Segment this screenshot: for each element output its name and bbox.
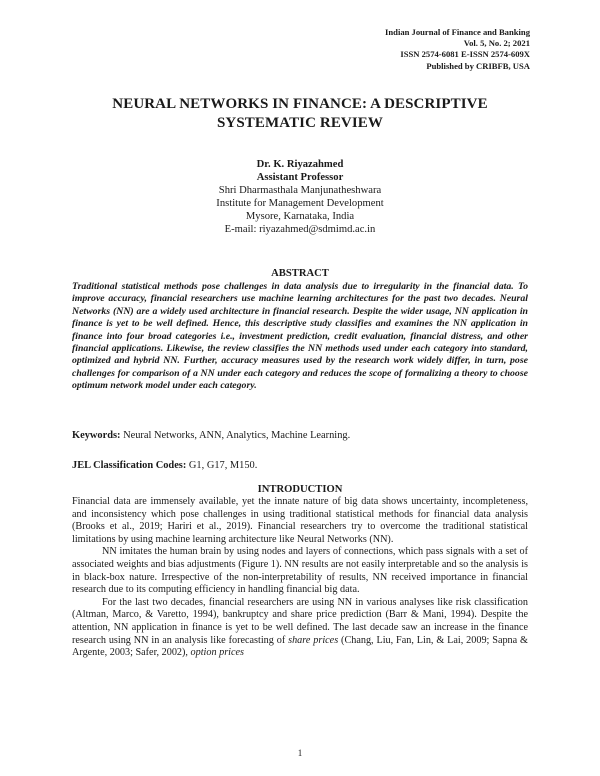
author-affiliation-2: Institute for Management Development [216, 198, 384, 209]
jel-line [72, 460, 528, 471]
intro-paragraph-3 [72, 597, 528, 660]
journal-name: Indian Journal of Finance and Banking [385, 27, 530, 37]
title-line-1: NEURAL NETWORKS IN FINANCE: A DESCRIPTIVE [112, 96, 488, 112]
jel-label: JEL Classification Codes: [72, 460, 187, 471]
introduction-heading: INTRODUCTION [257, 484, 343, 495]
jel-value: G1, G17, M150. [188, 460, 258, 471]
author-position: Assistant Professor [256, 172, 344, 183]
intro-paragraph-1: Financial data are immensely available, yet the innate nature of big data shows uncertainty, incompleteness, and inconsistency which pose challenges in using traditional statistical methods for financial data analysis (Brooks et al., 2019; Hariri et al., 2019). Financial researchers try to overcome the traditional statistical limitations by using machine learning architecture like Neural Networks (NN). [72, 496, 528, 545]
title-line-2: SYSTEMATIC REVIEW [216, 114, 384, 131]
author-location: Mysore, Karnataka, India [245, 211, 355, 222]
journal-volume: Vol. 5, No. 2; 2021 [463, 38, 530, 49]
journal-header [385, 27, 530, 72]
intro-paragraph-2: NN imitates the human brain by using nodes and layers of connections, which pass signals with a set of associated weights and bias adjustments (Figure 1). NN results are not easily interpretable and so the analysis is in black-box nature. Irrespective of the non-interpretability of results, NN received importance in financial research due to its computing efficiency in handling financial big data. [72, 546, 528, 596]
paper-title [60, 95, 540, 132]
abstract-text: Traditional statistical methods pose challenges in data analysis due to irregularity in the financial data. To improve accuracy, financial researchers use machine learning architectures for the past two decades. Neural Networks (NN) are a widely used architecture in financial research. Despite the wider usage, NN application in finance is yet to be well defined. Hence, this descriptive study classifies and examines the NN application in finance into four broad categories i.e., investment prediction, credit evaluation, financial distress, and other financial applications. Likewise, the review classifies the NN methods used under each category into standard, optimized and hybrid NN. Further, accuracy measures used by the research work widely differ, in turn, pose challenges for comparison of a NN under each category and reduces the scope of formalizing a theory to choose optimum network model under each category. [72, 281, 528, 392]
abstract-heading: ABSTRACT [271, 268, 329, 279]
author-name: Dr. K. Riyazahmed [256, 159, 344, 170]
intro-paragraph-3-part-b: (Chang, Liu, Fan, Lin, & Lai, 2009; Sapna & Argente, 2003; Safer, 2002), [72, 634, 528, 659]
intro-emphasis-share-prices: share prices [288, 634, 339, 646]
journal-issn: ISSN 2574-6081 E-ISSN 2574-609X [400, 49, 530, 60]
author-email: E-mail: riyazahmed@sdmimd.ac.in [224, 224, 376, 235]
author-block [100, 158, 500, 236]
keywords-value: Neural Networks, ANN, Analytics, Machine Learning. [123, 430, 351, 441]
intro-paragraph-3-part-a: For the last two decades, financial researchers are using NN in various analyses like risk classification (Altman, Marco, & Varetto, 1994), bankruptcy and share price prediction (Barr & Mani, 1994). Despite the attention, NN application in finance is yet to be well defined. The last decade saw an increase in the finance research using NN in an analysis like forecasting of [72, 596, 528, 646]
keywords-label: Keywords: [72, 430, 121, 441]
journal-publisher: Published by CRIBFB, USA [426, 60, 530, 71]
author-affiliation-1: Shri Dharmasthala Manjunatheshwara [218, 185, 382, 196]
introduction-body [72, 496, 528, 660]
keywords-line [72, 430, 528, 441]
intro-emphasis-option-prices: option prices [190, 647, 244, 659]
page-number: 1 [297, 748, 303, 758]
